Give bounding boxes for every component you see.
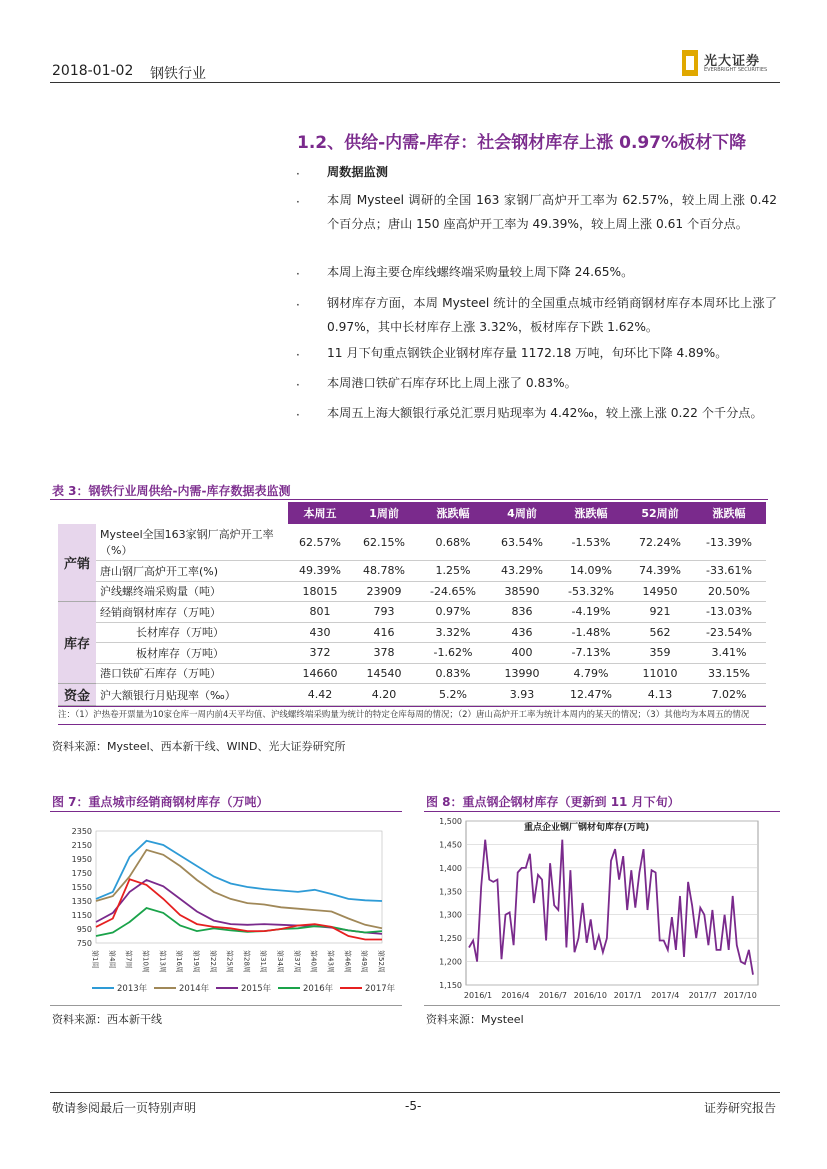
series-line-2017年 [96,879,382,939]
x-tick-label: 第49周 [360,950,369,973]
table-cell: -13.39% [692,524,766,561]
table-cell: 4.13 [628,684,692,706]
series-line-2014年 [96,850,382,928]
y-tick-label: 1150 [71,911,92,920]
table-cell: 400 [490,643,554,664]
x-tick-label: 第7周 [124,950,133,969]
x-tick-label: 第22周 [208,950,217,973]
bullet-dot-icon: · [296,298,300,312]
table-title-rule [50,499,768,500]
x-tick-label: 2017/7 [688,991,717,1000]
footer-page-number: -5- [405,1099,422,1113]
table-cell: -23.54% [692,622,766,643]
x-tick-label: 2016/1 [463,991,493,1000]
bullet-dot-icon: · [296,195,300,209]
table-cell: 11010 [628,663,692,684]
y-tick-label: 2150 [71,841,92,850]
table-cell: -4.19% [554,602,628,623]
table-cell: 49.39% [288,561,352,582]
fig8-title: 图 8：重点钢企钢材库存（更新到 11 月下旬） [426,795,680,809]
fig8-chart [424,813,780,1005]
table-row [58,581,766,602]
bullet-heading: 周数据监测 [327,165,388,179]
table-cell: -1.53% [554,524,628,561]
fig7-source: 资料来源：西本新干线 [52,1013,162,1026]
table-header-row [58,502,766,524]
x-tick-label: 第19周 [191,950,200,973]
table-cell: 33.15% [692,663,766,684]
fig7-bottom-rule [50,1005,402,1006]
x-tick-label: 第10周 [141,950,150,973]
table-cell: 14.09% [554,561,628,582]
table-row [58,602,766,623]
x-tick-label: 第40周 [309,950,318,973]
data-table [58,502,766,706]
x-tick-label: 第34周 [276,950,285,973]
row-label: 长材库存（万吨） [96,622,288,643]
table-cell: 5.2% [416,684,490,706]
table-cell: 372 [288,643,352,664]
bullet-item: 本周港口铁矿石库存环比上周上涨了 0.83%。 [327,376,577,390]
y-tick-label: 1,300 [439,910,462,920]
bullet-item: 钢材库存方面，本周 Mysteel 统计的全国重点城市经销商钢材库存本周环比上涨了 0.97%，其中长材库存上涨 3.32%，板材库存下跌 1.62%。 [327,296,777,334]
table-cell: 359 [628,643,692,664]
fig8-title-rule [424,811,780,812]
row-category: 资金 [58,684,96,706]
legend-label: 2016年 [303,984,334,994]
x-tick-label: 第4周 [107,950,116,969]
header-industry: 钢铁行业 [150,66,206,82]
y-tick-label: 750 [76,939,92,948]
table-cell: 436 [490,622,554,643]
table-cell: 921 [628,602,692,623]
table-cell: -1.48% [554,622,628,643]
table-cell: -13.03% [692,602,766,623]
bullet-dot-icon: · [296,378,300,392]
x-tick-label: 第52周 [377,950,385,973]
table-cell: 62.15% [352,524,416,561]
table-cell: -24.65% [416,581,490,602]
table-cell: 3.32% [416,622,490,643]
col-header: 52周前 [628,502,692,524]
fig7-chart [50,815,402,1002]
row-category: 产销 [58,524,96,602]
footer-disclaimer: 敬请参阅最后一页特别声明 [52,1101,197,1115]
legend-label: 2013年 [117,984,148,994]
table-cell: 72.24% [628,524,692,561]
y-tick-label: 1,200 [439,957,462,967]
col-header: 1周前 [352,502,416,524]
table-cell: 1.25% [416,561,490,582]
table-row [58,663,766,684]
row-label: 唐山钢厂高炉开工率(%) [96,561,288,582]
table-cell: 62.57% [288,524,352,561]
table-cell: 14950 [628,581,692,602]
row-label: 板材库存（万吨） [96,643,288,664]
footer-divider [50,1092,780,1093]
y-tick-label: 1950 [71,855,92,864]
table-cell: 12.47% [554,684,628,706]
bullet-dot-icon: · [296,348,300,362]
table-cell: 14540 [352,663,416,684]
fig8-source: 资料来源：Mysteel [426,1013,524,1026]
table-row [58,643,766,664]
table-cell: 378 [352,643,416,664]
table-cell: 4.42 [288,684,352,706]
header-divider [50,82,780,83]
table-cell: 74.39% [628,561,692,582]
legend-label: 2014年 [179,984,210,994]
bullet-item: 11 月下旬重点钢铁企业钢材库存量 1172.18 万吨，旬环比下降 4.89%。 [327,346,728,360]
col-header: 4周前 [490,502,554,524]
table-cell: 430 [288,622,352,643]
logo-en-text: EVERBRIGHT SECURITIES [704,67,768,73]
row-label: 港口铁矿石库存（万吨） [96,663,288,684]
footer-doc-type: 证券研究报告 [704,1101,777,1115]
x-tick-label: 第25周 [225,950,234,973]
y-tick-label: 2350 [71,827,92,836]
table-cell: 416 [352,622,416,643]
x-tick-label: 第31周 [259,950,268,973]
table-title: 表 3：钢铁行业周供给-内需-库存数据表监测 [52,484,291,498]
y-tick-label: 1,250 [439,934,462,944]
table-cell: 14660 [288,663,352,684]
y-tick-label: 950 [76,925,92,934]
x-tick-label: 第28周 [242,950,251,973]
y-tick-label: 1550 [71,883,92,892]
table-cell: 20.50% [692,581,766,602]
table-cell: 0.83% [416,663,490,684]
fig7-title: 图 7：重点城市经销商钢材库存（万吨） [52,795,269,809]
row-category: 库存 [58,602,96,684]
x-tick-label: 第37周 [292,950,301,973]
x-tick-label: 2017/4 [651,991,680,1000]
bullet-dot-icon: · [296,267,300,281]
y-tick-label: 1350 [71,897,92,906]
row-label: 沪线螺终端采购量（吨） [96,581,288,602]
bullet-dot-icon: · [296,167,300,181]
bullet-item: 本周上海主要仓库线螺终端采购量较上周下降 24.65%。 [327,265,634,279]
table-cell: 3.41% [692,643,766,664]
table-cell: 48.78% [352,561,416,582]
x-tick-label: 2016/10 [573,991,607,1000]
x-tick-label: 第13周 [158,950,167,973]
x-tick-label: 2016/7 [538,991,567,1000]
table-row [58,684,766,706]
x-tick-label: 第1周 [91,950,99,969]
y-tick-label: 1,500 [439,817,462,826]
row-label: Mysteel全国163家钢厂高炉开工率（%） [96,524,288,561]
series-line-2013年 [96,841,382,901]
bullet-item: 本周 Mysteel 调研的全国 163 家钢厂高炉开工率为 62.57%，较上周上涨 0.42 个百分点；唐山 150 座高炉开工率为 49.39%，较上周上涨 0.61 个百分点。 [327,193,777,231]
col-header: 涨跌幅 [692,502,766,524]
table-cell: 801 [288,602,352,623]
table-note: 注：（1）沪热卷开票量为10家仓库一周内前4天平均值、沪线螺终端采购量为统计的特定仓库每周的情况；（2）唐山高炉开工率为统计本周内的某天的情况；（3）其他均为本周五的情况 [58,706,766,725]
y-tick-label: 1,150 [439,981,462,990]
table-cell: 793 [352,602,416,623]
table-cell: -53.32% [554,581,628,602]
x-tick-label: 第43周 [326,950,335,973]
series-line-2015年 [96,880,382,934]
table-cell: 3.93 [490,684,554,706]
fig8-bottom-rule [424,1005,780,1006]
table-row [58,524,766,561]
logo-icon [682,50,698,76]
y-tick-label: 1,450 [439,840,462,850]
series-line-inventory [469,840,753,975]
table-cell: 562 [628,622,692,643]
table-cell: 0.97% [416,602,490,623]
x-tick-label: 第46周 [343,950,352,973]
bullet-dot-icon: · [296,408,300,422]
table-cell: 23909 [352,581,416,602]
logo-cn-text: 光大证券 [704,54,761,69]
plot-frame [466,821,758,985]
table-cell: -7.13% [554,643,628,664]
bullet-item: 本周五上海大额银行承兑汇票月贴现率为 4.42‰，较上涨上涨 0.22 个千分点。 [327,406,763,420]
table-source: 资料来源：Mysteel、西本新干线、WIND、光大证券研究所 [52,740,346,753]
y-tick-label: 1750 [71,869,92,878]
col-header: 本周五 [288,502,352,524]
table-cell: 38590 [490,581,554,602]
table-cell: 7.02% [692,684,766,706]
table-row [58,561,766,582]
legend-label: 2017年 [365,984,396,994]
table-cell: 43.29% [490,561,554,582]
table-cell: 4.20 [352,684,416,706]
table-cell: 63.54% [490,524,554,561]
x-tick-label: 第16周 [175,950,184,973]
row-label: 沪大额银行月贴现率（‰） [96,684,288,706]
brand-logo [682,50,782,78]
y-tick-label: 1,350 [439,887,462,897]
row-label: 经销商钢材库存（万吨） [96,602,288,623]
table-cell: 0.68% [416,524,490,561]
header-date: 2018-01-02 [52,63,134,79]
table-cell: 18015 [288,581,352,602]
table-cell: 4.79% [554,663,628,684]
chart-inner-title: 重点企业钢厂钢材旬库存(万吨) [524,823,650,833]
table-cell: 836 [490,602,554,623]
table-cell: 13990 [490,663,554,684]
legend-label: 2015年 [241,984,272,994]
x-tick-label: 2017/1 [613,991,642,1000]
col-header: 涨跌幅 [416,502,490,524]
x-tick-label: 2017/10 [723,991,757,1000]
x-tick-label: 2016/4 [501,991,530,1000]
col-header: 涨跌幅 [554,502,628,524]
fig7-title-rule [50,811,402,812]
table-cell: -1.62% [416,643,490,664]
table-cell: -33.61% [692,561,766,582]
section-title: 1.2、供给-内需-库存：社会钢材库存上涨 0.97%板材下降 [297,133,747,153]
table-row [58,622,766,643]
y-tick-label: 1,400 [439,863,462,873]
